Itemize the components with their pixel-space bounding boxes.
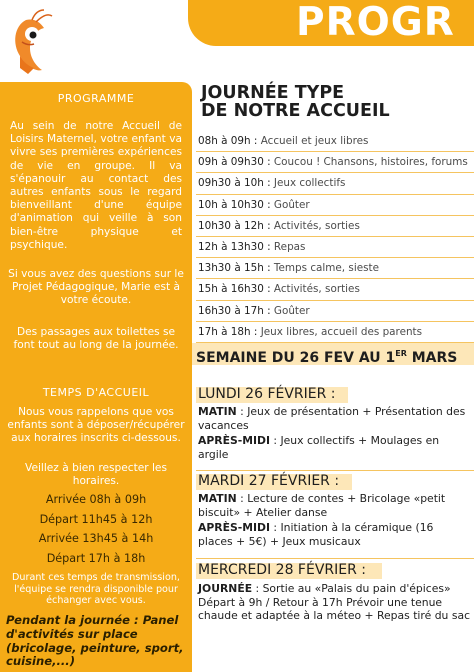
semaine-suffix: MARS xyxy=(406,350,458,366)
horaire-item: Départ 17h à 18h xyxy=(46,551,146,565)
schedule-time: 09h30 à 10h xyxy=(198,177,264,190)
schedule-row: 16h30 à 17h : Goûter xyxy=(196,301,474,322)
schedule-time: 08h à 09h xyxy=(198,135,251,147)
day-line-label: MATIN xyxy=(198,492,237,505)
programme-heading: PROGRAMME xyxy=(57,92,135,105)
day-line-label: APRÈS-MIDI xyxy=(198,521,270,535)
horaire-item: Arrivée 08h à 09h xyxy=(45,493,147,506)
day-title: LUNDI 26 FÉVRIER : xyxy=(198,386,336,402)
day-line-label: JOURNÉE xyxy=(198,582,253,595)
schedule-activity: Goûter xyxy=(273,304,310,317)
schedule-row: 13h30 à 15h : Temps calme, sieste xyxy=(196,258,474,279)
horaires-list xyxy=(0,490,192,568)
day-line xyxy=(198,521,470,548)
schedule-row: 08h à 09h : Accueil et jeux libres xyxy=(196,131,474,152)
semaine-prefix: SEMAINE DU 26 FEV AU 1 xyxy=(196,350,396,366)
day-title: MARDI 27 FÉVRIER : xyxy=(198,473,340,489)
schedule-activity: Jeux collectifs xyxy=(273,177,346,190)
schedule-row: 09h à 09h30 : Coucou ! Chansons, histoires, forums xyxy=(196,152,474,173)
sidebar xyxy=(0,82,192,672)
day-line-text: : Initiation à la céramique (16 places + 5€) + Jeux musicaux xyxy=(198,521,434,548)
rappel-text: Nous vous rappelons que vos enfants sont à déposer/récupérer aux horaires inscrits ci-dessous. xyxy=(7,406,185,445)
schedule-activity: Temps calme, sieste xyxy=(273,262,379,275)
day-line-text: : Sortie au «Palais du pain d'épices» Départ à 9h / Retour à 17h Prévoir une tenue chaude et adaptée à la méteo + Repas tiré du sac xyxy=(198,582,471,623)
schedule-row: 17h à 18h : Jeux libres, accueil des parents xyxy=(196,322,474,343)
day-line-text: : Lecture de contes + Bricolage «petit biscuit» + Atelier danse xyxy=(198,492,446,519)
schedule-row: 12h à 13h30 : Repas xyxy=(196,237,474,258)
day-line xyxy=(198,434,470,461)
schedule-time: 12h à 13h30 xyxy=(198,240,264,253)
horaire-item: Départ 11h45 à 12h xyxy=(39,512,153,526)
schedule-time: 09h à 09h30 xyxy=(198,156,264,169)
journee-title xyxy=(201,84,390,120)
day-program xyxy=(198,405,470,461)
day-program xyxy=(198,492,470,548)
questions-text: Si vous avez des questions sur le Projet Pédagogique, Marie est à votre écoute. xyxy=(8,268,184,307)
schedule-time: 10h à 10h30 xyxy=(198,198,264,211)
schedule-activity: Activités, sorties xyxy=(273,219,360,232)
day-line xyxy=(198,405,470,432)
day-line-text: : Jeux collectifs + Moulages en argile xyxy=(198,434,440,461)
schedule-time: 13h30 à 15h xyxy=(198,262,264,275)
transmission-text: Durant ces temps de transmission, l'équipe se rendra disponible pour échanger avec vous. xyxy=(12,572,180,606)
horaires-note: Veillez à bien respecter les horaires. xyxy=(25,462,167,488)
day-line xyxy=(198,492,470,519)
intro-text: Au sein de notre Accueil de Loisirs Maternel, votre enfant va vivre ses premières expériences de vie en groupe. Il va s'épanouir au contact des autres enfants sous le regard bienveillant d'une équipe d'animation qui veille à son bien-être physique et psychique. xyxy=(10,120,182,251)
schedule-row: 10h à 10h30 : Goûter xyxy=(196,195,474,216)
schedule-row: 09h30 à 10h : Jeux collectifs xyxy=(196,173,474,194)
journee-title-line: JOURNÉE TYPE xyxy=(201,83,345,103)
day-divider xyxy=(196,558,474,559)
schedule-activity: Repas xyxy=(273,240,306,253)
shrimp-mascot-icon xyxy=(6,8,56,78)
schedule-time: 15h à 16h30 xyxy=(198,283,264,296)
semaine-title xyxy=(196,345,457,367)
journee-schedule xyxy=(196,131,474,343)
day-program xyxy=(198,582,470,623)
page-title: PROGR xyxy=(296,0,455,45)
toilettes-text: Des passages aux toilettes se font tout au long de la journée. xyxy=(13,326,179,352)
day-line-label: MATIN xyxy=(198,405,237,418)
schedule-time: 17h à 18h xyxy=(198,325,251,338)
day-line-text: : Jeux de présentation + Présentation des vacances xyxy=(198,405,466,432)
semaine-sup: ER xyxy=(395,349,407,358)
schedule-time: 16h30 à 17h xyxy=(198,304,264,317)
schedule-activity: Accueil et jeux libres xyxy=(260,135,369,147)
schedule-activity: Coucou ! Chansons, histoires, forums xyxy=(273,156,468,169)
schedule-row: 10h30 à 12h : Activités, sorties xyxy=(196,216,474,237)
day-divider xyxy=(196,470,474,471)
schedule-time: 10h30 à 12h xyxy=(198,219,264,232)
schedule-activity: Goûter xyxy=(273,198,310,211)
panel-activites: Pendant la journée : Panel d'activités sur place (bricolage, peinture, sport, cuisine,...) xyxy=(6,613,184,669)
temps-accueil-heading: TEMPS D'ACCUEIL xyxy=(42,386,150,399)
schedule-row: 15h à 16h30 : Activités, sorties xyxy=(196,279,474,300)
journee-title-line: DE NOTRE ACCUEIL xyxy=(201,101,390,121)
schedule-activity: Jeux libres, accueil des parents xyxy=(260,325,423,338)
schedule-activity: Activités, sorties xyxy=(273,283,360,296)
horaire-item: Arrivée 13h45 à 14h xyxy=(38,532,154,545)
day-line-label: APRÈS-MIDI xyxy=(198,434,270,448)
day-title: MERCREDI 28 FÉVRIER : xyxy=(198,562,366,578)
day-line xyxy=(198,582,470,623)
